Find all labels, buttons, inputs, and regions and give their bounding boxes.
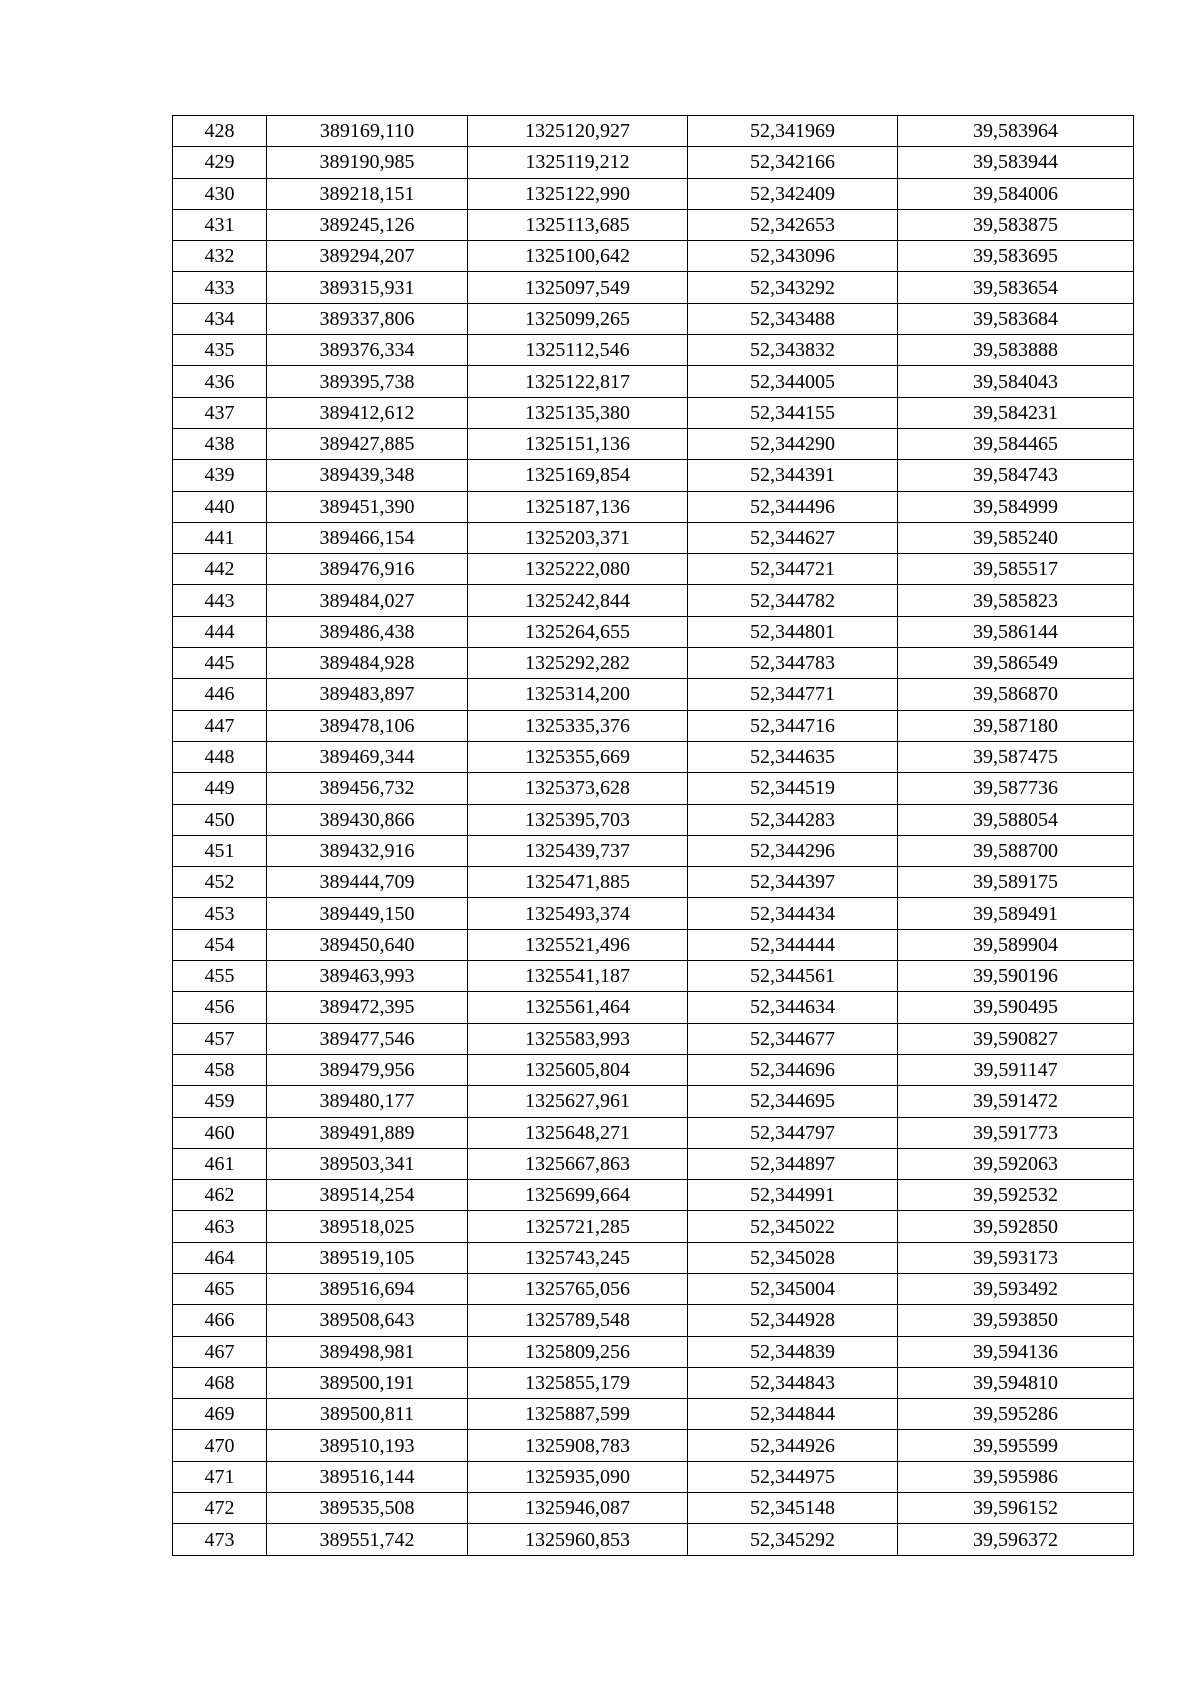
table-row xyxy=(173,335,1134,366)
y-coordinate-cell: 1325439,737 xyxy=(468,835,688,866)
point-number-cell: 447 xyxy=(173,710,267,741)
x-coordinate-cell: 389519,105 xyxy=(267,1242,468,1273)
y-coordinate-cell: 1325203,371 xyxy=(468,522,688,553)
latitude-cell: 52,345028 xyxy=(688,1242,898,1273)
longitude-cell: 39,596372 xyxy=(898,1524,1134,1555)
point-number-cell: 473 xyxy=(173,1524,267,1555)
latitude-cell: 52,344843 xyxy=(688,1367,898,1398)
point-number-cell: 462 xyxy=(173,1180,267,1211)
y-coordinate-cell: 1325122,817 xyxy=(468,366,688,397)
latitude-cell: 52,343292 xyxy=(688,272,898,303)
longitude-cell: 39,585823 xyxy=(898,585,1134,616)
table-row xyxy=(173,1211,1134,1242)
x-coordinate-cell: 389535,508 xyxy=(267,1493,468,1524)
point-number-cell: 465 xyxy=(173,1273,267,1304)
y-coordinate-cell: 1325135,380 xyxy=(468,397,688,428)
y-coordinate-cell: 1325119,212 xyxy=(468,147,688,178)
x-coordinate-cell: 389245,126 xyxy=(267,209,468,240)
table-row xyxy=(173,773,1134,804)
x-coordinate-cell: 389480,177 xyxy=(267,1086,468,1117)
longitude-cell: 39,583875 xyxy=(898,209,1134,240)
y-coordinate-cell: 1325605,804 xyxy=(468,1054,688,1085)
y-coordinate-cell: 1325648,271 xyxy=(468,1117,688,1148)
longitude-cell: 39,591147 xyxy=(898,1054,1134,1085)
latitude-cell: 52,343488 xyxy=(688,303,898,334)
point-number-cell: 449 xyxy=(173,773,267,804)
latitude-cell: 52,344975 xyxy=(688,1461,898,1492)
point-number-cell: 428 xyxy=(173,116,267,147)
table-row xyxy=(173,835,1134,866)
table-row xyxy=(173,585,1134,616)
y-coordinate-cell: 1325151,136 xyxy=(468,428,688,459)
table-row xyxy=(173,147,1134,178)
latitude-cell: 52,343096 xyxy=(688,241,898,272)
table-row xyxy=(173,616,1134,647)
x-coordinate-cell: 389486,438 xyxy=(267,616,468,647)
longitude-cell: 39,586870 xyxy=(898,679,1134,710)
table-row xyxy=(173,491,1134,522)
y-coordinate-cell: 1325112,546 xyxy=(468,335,688,366)
latitude-cell: 52,344928 xyxy=(688,1305,898,1336)
point-number-cell: 439 xyxy=(173,460,267,491)
point-number-cell: 470 xyxy=(173,1430,267,1461)
latitude-cell: 52,345004 xyxy=(688,1273,898,1304)
table-row xyxy=(173,178,1134,209)
y-coordinate-cell: 1325120,927 xyxy=(468,116,688,147)
table-row xyxy=(173,272,1134,303)
point-number-cell: 448 xyxy=(173,741,267,772)
longitude-cell: 39,593492 xyxy=(898,1273,1134,1304)
point-number-cell: 431 xyxy=(173,209,267,240)
point-number-cell: 457 xyxy=(173,1023,267,1054)
point-number-cell: 429 xyxy=(173,147,267,178)
table-row xyxy=(173,522,1134,553)
longitude-cell: 39,594136 xyxy=(898,1336,1134,1367)
table-row xyxy=(173,867,1134,898)
longitude-cell: 39,586549 xyxy=(898,648,1134,679)
table-row xyxy=(173,648,1134,679)
point-number-cell: 468 xyxy=(173,1367,267,1398)
y-coordinate-cell: 1325721,285 xyxy=(468,1211,688,1242)
longitude-cell: 39,592063 xyxy=(898,1148,1134,1179)
table-row xyxy=(173,1180,1134,1211)
table-row xyxy=(173,898,1134,929)
table-row xyxy=(173,1430,1134,1461)
x-coordinate-cell: 389503,341 xyxy=(267,1148,468,1179)
latitude-cell: 52,342166 xyxy=(688,147,898,178)
y-coordinate-cell: 1325627,961 xyxy=(468,1086,688,1117)
longitude-cell: 39,589904 xyxy=(898,929,1134,960)
longitude-cell: 39,584043 xyxy=(898,366,1134,397)
y-coordinate-cell: 1325743,245 xyxy=(468,1242,688,1273)
x-coordinate-cell: 389477,546 xyxy=(267,1023,468,1054)
latitude-cell: 52,344561 xyxy=(688,961,898,992)
y-coordinate-cell: 1325097,549 xyxy=(468,272,688,303)
point-number-cell: 472 xyxy=(173,1493,267,1524)
y-coordinate-cell: 1325667,863 xyxy=(468,1148,688,1179)
y-coordinate-cell: 1325122,990 xyxy=(468,178,688,209)
latitude-cell: 52,344782 xyxy=(688,585,898,616)
latitude-cell: 52,344290 xyxy=(688,428,898,459)
longitude-cell: 39,583964 xyxy=(898,116,1134,147)
table-row xyxy=(173,241,1134,272)
longitude-cell: 39,593173 xyxy=(898,1242,1134,1273)
latitude-cell: 52,342653 xyxy=(688,209,898,240)
point-number-cell: 467 xyxy=(173,1336,267,1367)
longitude-cell: 39,584743 xyxy=(898,460,1134,491)
table-row xyxy=(173,460,1134,491)
latitude-cell: 52,344635 xyxy=(688,741,898,772)
latitude-cell: 52,344797 xyxy=(688,1117,898,1148)
table-row xyxy=(173,1336,1134,1367)
latitude-cell: 52,344801 xyxy=(688,616,898,647)
latitude-cell: 52,342409 xyxy=(688,178,898,209)
x-coordinate-cell: 389500,191 xyxy=(267,1367,468,1398)
y-coordinate-cell: 1325908,783 xyxy=(468,1430,688,1461)
y-coordinate-cell: 1325355,669 xyxy=(468,741,688,772)
longitude-cell: 39,588700 xyxy=(898,835,1134,866)
x-coordinate-cell: 389451,390 xyxy=(267,491,468,522)
point-number-cell: 434 xyxy=(173,303,267,334)
table-row xyxy=(173,366,1134,397)
y-coordinate-cell: 1325335,376 xyxy=(468,710,688,741)
y-coordinate-cell: 1325395,703 xyxy=(468,804,688,835)
point-number-cell: 466 xyxy=(173,1305,267,1336)
latitude-cell: 52,344155 xyxy=(688,397,898,428)
longitude-cell: 39,585240 xyxy=(898,522,1134,553)
y-coordinate-cell: 1325789,548 xyxy=(468,1305,688,1336)
longitude-cell: 39,587475 xyxy=(898,741,1134,772)
latitude-cell: 52,344844 xyxy=(688,1399,898,1430)
x-coordinate-cell: 389430,866 xyxy=(267,804,468,835)
table-row xyxy=(173,804,1134,835)
latitude-cell: 52,344496 xyxy=(688,491,898,522)
x-coordinate-cell: 389500,811 xyxy=(267,1399,468,1430)
point-number-cell: 433 xyxy=(173,272,267,303)
x-coordinate-cell: 389444,709 xyxy=(267,867,468,898)
x-coordinate-cell: 389516,694 xyxy=(267,1273,468,1304)
x-coordinate-cell: 389432,916 xyxy=(267,835,468,866)
y-coordinate-cell: 1325292,282 xyxy=(468,648,688,679)
point-number-cell: 452 xyxy=(173,867,267,898)
longitude-cell: 39,583684 xyxy=(898,303,1134,334)
longitude-cell: 39,588054 xyxy=(898,804,1134,835)
table-row xyxy=(173,1023,1134,1054)
longitude-cell: 39,587180 xyxy=(898,710,1134,741)
x-coordinate-cell: 389469,344 xyxy=(267,741,468,772)
table-row xyxy=(173,741,1134,772)
latitude-cell: 52,344721 xyxy=(688,554,898,585)
latitude-cell: 52,344716 xyxy=(688,710,898,741)
point-number-cell: 442 xyxy=(173,554,267,585)
longitude-cell: 39,592850 xyxy=(898,1211,1134,1242)
y-coordinate-cell: 1325100,642 xyxy=(468,241,688,272)
y-coordinate-cell: 1325099,265 xyxy=(468,303,688,334)
x-coordinate-cell: 389516,144 xyxy=(267,1461,468,1492)
latitude-cell: 52,344519 xyxy=(688,773,898,804)
table-row xyxy=(173,397,1134,428)
x-coordinate-cell: 389514,254 xyxy=(267,1180,468,1211)
latitude-cell: 52,344634 xyxy=(688,992,898,1023)
x-coordinate-cell: 389412,612 xyxy=(267,397,468,428)
longitude-cell: 39,596152 xyxy=(898,1493,1134,1524)
x-coordinate-cell: 389463,993 xyxy=(267,961,468,992)
y-coordinate-cell: 1325541,187 xyxy=(468,961,688,992)
table-row xyxy=(173,1273,1134,1304)
longitude-cell: 39,595986 xyxy=(898,1461,1134,1492)
x-coordinate-cell: 389508,643 xyxy=(267,1305,468,1336)
latitude-cell: 52,344839 xyxy=(688,1336,898,1367)
x-coordinate-cell: 389491,889 xyxy=(267,1117,468,1148)
table-row xyxy=(173,428,1134,459)
x-coordinate-cell: 389449,150 xyxy=(267,898,468,929)
point-number-cell: 444 xyxy=(173,616,267,647)
y-coordinate-cell: 1325946,087 xyxy=(468,1493,688,1524)
y-coordinate-cell: 1325222,080 xyxy=(468,554,688,585)
x-coordinate-cell: 389472,395 xyxy=(267,992,468,1023)
table-row xyxy=(173,209,1134,240)
y-coordinate-cell: 1325887,599 xyxy=(468,1399,688,1430)
y-coordinate-cell: 1325242,844 xyxy=(468,585,688,616)
table-row xyxy=(173,1054,1134,1085)
y-coordinate-cell: 1325264,655 xyxy=(468,616,688,647)
longitude-cell: 39,583695 xyxy=(898,241,1134,272)
x-coordinate-cell: 389456,732 xyxy=(267,773,468,804)
point-number-cell: 437 xyxy=(173,397,267,428)
longitude-cell: 39,586144 xyxy=(898,616,1134,647)
x-coordinate-cell: 389476,916 xyxy=(267,554,468,585)
y-coordinate-cell: 1325855,179 xyxy=(468,1367,688,1398)
table-row xyxy=(173,1117,1134,1148)
longitude-cell: 39,584999 xyxy=(898,491,1134,522)
longitude-cell: 39,595599 xyxy=(898,1430,1134,1461)
x-coordinate-cell: 389479,956 xyxy=(267,1054,468,1085)
x-coordinate-cell: 389337,806 xyxy=(267,303,468,334)
point-number-cell: 441 xyxy=(173,522,267,553)
latitude-cell: 52,344627 xyxy=(688,522,898,553)
point-number-cell: 464 xyxy=(173,1242,267,1273)
point-number-cell: 445 xyxy=(173,648,267,679)
point-number-cell: 430 xyxy=(173,178,267,209)
x-coordinate-cell: 389484,928 xyxy=(267,648,468,679)
longitude-cell: 39,583654 xyxy=(898,272,1134,303)
latitude-cell: 52,344296 xyxy=(688,835,898,866)
x-coordinate-cell: 389466,154 xyxy=(267,522,468,553)
x-coordinate-cell: 389376,334 xyxy=(267,335,468,366)
longitude-cell: 39,590827 xyxy=(898,1023,1134,1054)
longitude-cell: 39,594810 xyxy=(898,1367,1134,1398)
latitude-cell: 52,344005 xyxy=(688,366,898,397)
latitude-cell: 52,344783 xyxy=(688,648,898,679)
x-coordinate-cell: 389439,348 xyxy=(267,460,468,491)
point-number-cell: 456 xyxy=(173,992,267,1023)
longitude-cell: 39,591773 xyxy=(898,1117,1134,1148)
longitude-cell: 39,587736 xyxy=(898,773,1134,804)
latitude-cell: 52,344926 xyxy=(688,1430,898,1461)
x-coordinate-cell: 389218,151 xyxy=(267,178,468,209)
longitude-cell: 39,583944 xyxy=(898,147,1134,178)
x-coordinate-cell: 389551,742 xyxy=(267,1524,468,1555)
table-row xyxy=(173,710,1134,741)
table-row xyxy=(173,1305,1134,1336)
y-coordinate-cell: 1325765,056 xyxy=(468,1273,688,1304)
y-coordinate-cell: 1325373,628 xyxy=(468,773,688,804)
latitude-cell: 52,345148 xyxy=(688,1493,898,1524)
coordinates-table xyxy=(172,115,1134,1556)
x-coordinate-cell: 389395,738 xyxy=(267,366,468,397)
latitude-cell: 52,344771 xyxy=(688,679,898,710)
y-coordinate-cell: 1325699,664 xyxy=(468,1180,688,1211)
table-row xyxy=(173,1493,1134,1524)
point-number-cell: 469 xyxy=(173,1399,267,1430)
latitude-cell: 52,345022 xyxy=(688,1211,898,1242)
table-row xyxy=(173,303,1134,334)
y-coordinate-cell: 1325960,853 xyxy=(468,1524,688,1555)
y-coordinate-cell: 1325471,885 xyxy=(468,867,688,898)
longitude-cell: 39,584465 xyxy=(898,428,1134,459)
y-coordinate-cell: 1325187,136 xyxy=(468,491,688,522)
x-coordinate-cell: 389169,110 xyxy=(267,116,468,147)
point-number-cell: 443 xyxy=(173,585,267,616)
y-coordinate-cell: 1325493,374 xyxy=(468,898,688,929)
y-coordinate-cell: 1325935,090 xyxy=(468,1461,688,1492)
point-number-cell: 453 xyxy=(173,898,267,929)
longitude-cell: 39,589175 xyxy=(898,867,1134,898)
point-number-cell: 436 xyxy=(173,366,267,397)
point-number-cell: 446 xyxy=(173,679,267,710)
x-coordinate-cell: 389510,193 xyxy=(267,1430,468,1461)
y-coordinate-cell: 1325314,200 xyxy=(468,679,688,710)
latitude-cell: 52,344991 xyxy=(688,1180,898,1211)
point-number-cell: 432 xyxy=(173,241,267,272)
point-number-cell: 463 xyxy=(173,1211,267,1242)
point-number-cell: 440 xyxy=(173,491,267,522)
table-row xyxy=(173,1524,1134,1555)
y-coordinate-cell: 1325583,993 xyxy=(468,1023,688,1054)
x-coordinate-cell: 389478,106 xyxy=(267,710,468,741)
longitude-cell: 39,593850 xyxy=(898,1305,1134,1336)
y-coordinate-cell: 1325561,464 xyxy=(468,992,688,1023)
table-row xyxy=(173,554,1134,585)
longitude-cell: 39,592532 xyxy=(898,1180,1134,1211)
table-row xyxy=(173,929,1134,960)
table-row xyxy=(173,679,1134,710)
x-coordinate-cell: 389483,897 xyxy=(267,679,468,710)
longitude-cell: 39,584231 xyxy=(898,397,1134,428)
point-number-cell: 451 xyxy=(173,835,267,866)
table-row xyxy=(173,116,1134,147)
latitude-cell: 52,344397 xyxy=(688,867,898,898)
point-number-cell: 454 xyxy=(173,929,267,960)
x-coordinate-cell: 389484,027 xyxy=(267,585,468,616)
longitude-cell: 39,583888 xyxy=(898,335,1134,366)
y-coordinate-cell: 1325809,256 xyxy=(468,1336,688,1367)
latitude-cell: 52,345292 xyxy=(688,1524,898,1555)
x-coordinate-cell: 389315,931 xyxy=(267,272,468,303)
point-number-cell: 461 xyxy=(173,1148,267,1179)
latitude-cell: 52,343832 xyxy=(688,335,898,366)
latitude-cell: 52,344444 xyxy=(688,929,898,960)
coordinates-table-body xyxy=(173,116,1134,1556)
latitude-cell: 52,341969 xyxy=(688,116,898,147)
x-coordinate-cell: 389450,640 xyxy=(267,929,468,960)
longitude-cell: 39,590495 xyxy=(898,992,1134,1023)
longitude-cell: 39,585517 xyxy=(898,554,1134,585)
latitude-cell: 52,344897 xyxy=(688,1148,898,1179)
longitude-cell: 39,595286 xyxy=(898,1399,1134,1430)
x-coordinate-cell: 389190,985 xyxy=(267,147,468,178)
x-coordinate-cell: 389498,981 xyxy=(267,1336,468,1367)
longitude-cell: 39,589491 xyxy=(898,898,1134,929)
x-coordinate-cell: 389294,207 xyxy=(267,241,468,272)
x-coordinate-cell: 389427,885 xyxy=(267,428,468,459)
table-row xyxy=(173,992,1134,1023)
table-row xyxy=(173,961,1134,992)
latitude-cell: 52,344695 xyxy=(688,1086,898,1117)
point-number-cell: 471 xyxy=(173,1461,267,1492)
point-number-cell: 438 xyxy=(173,428,267,459)
point-number-cell: 458 xyxy=(173,1054,267,1085)
table-row xyxy=(173,1148,1134,1179)
y-coordinate-cell: 1325169,854 xyxy=(468,460,688,491)
table-row xyxy=(173,1367,1134,1398)
longitude-cell: 39,591472 xyxy=(898,1086,1134,1117)
longitude-cell: 39,584006 xyxy=(898,178,1134,209)
latitude-cell: 52,344434 xyxy=(688,898,898,929)
y-coordinate-cell: 1325521,496 xyxy=(468,929,688,960)
point-number-cell: 459 xyxy=(173,1086,267,1117)
point-number-cell: 455 xyxy=(173,961,267,992)
point-number-cell: 460 xyxy=(173,1117,267,1148)
latitude-cell: 52,344677 xyxy=(688,1023,898,1054)
point-number-cell: 450 xyxy=(173,804,267,835)
latitude-cell: 52,344283 xyxy=(688,804,898,835)
table-row xyxy=(173,1399,1134,1430)
longitude-cell: 39,590196 xyxy=(898,961,1134,992)
table-row xyxy=(173,1461,1134,1492)
table-row xyxy=(173,1086,1134,1117)
latitude-cell: 52,344391 xyxy=(688,460,898,491)
x-coordinate-cell: 389518,025 xyxy=(267,1211,468,1242)
latitude-cell: 52,344696 xyxy=(688,1054,898,1085)
point-number-cell: 435 xyxy=(173,335,267,366)
table-row xyxy=(173,1242,1134,1273)
y-coordinate-cell: 1325113,685 xyxy=(468,209,688,240)
